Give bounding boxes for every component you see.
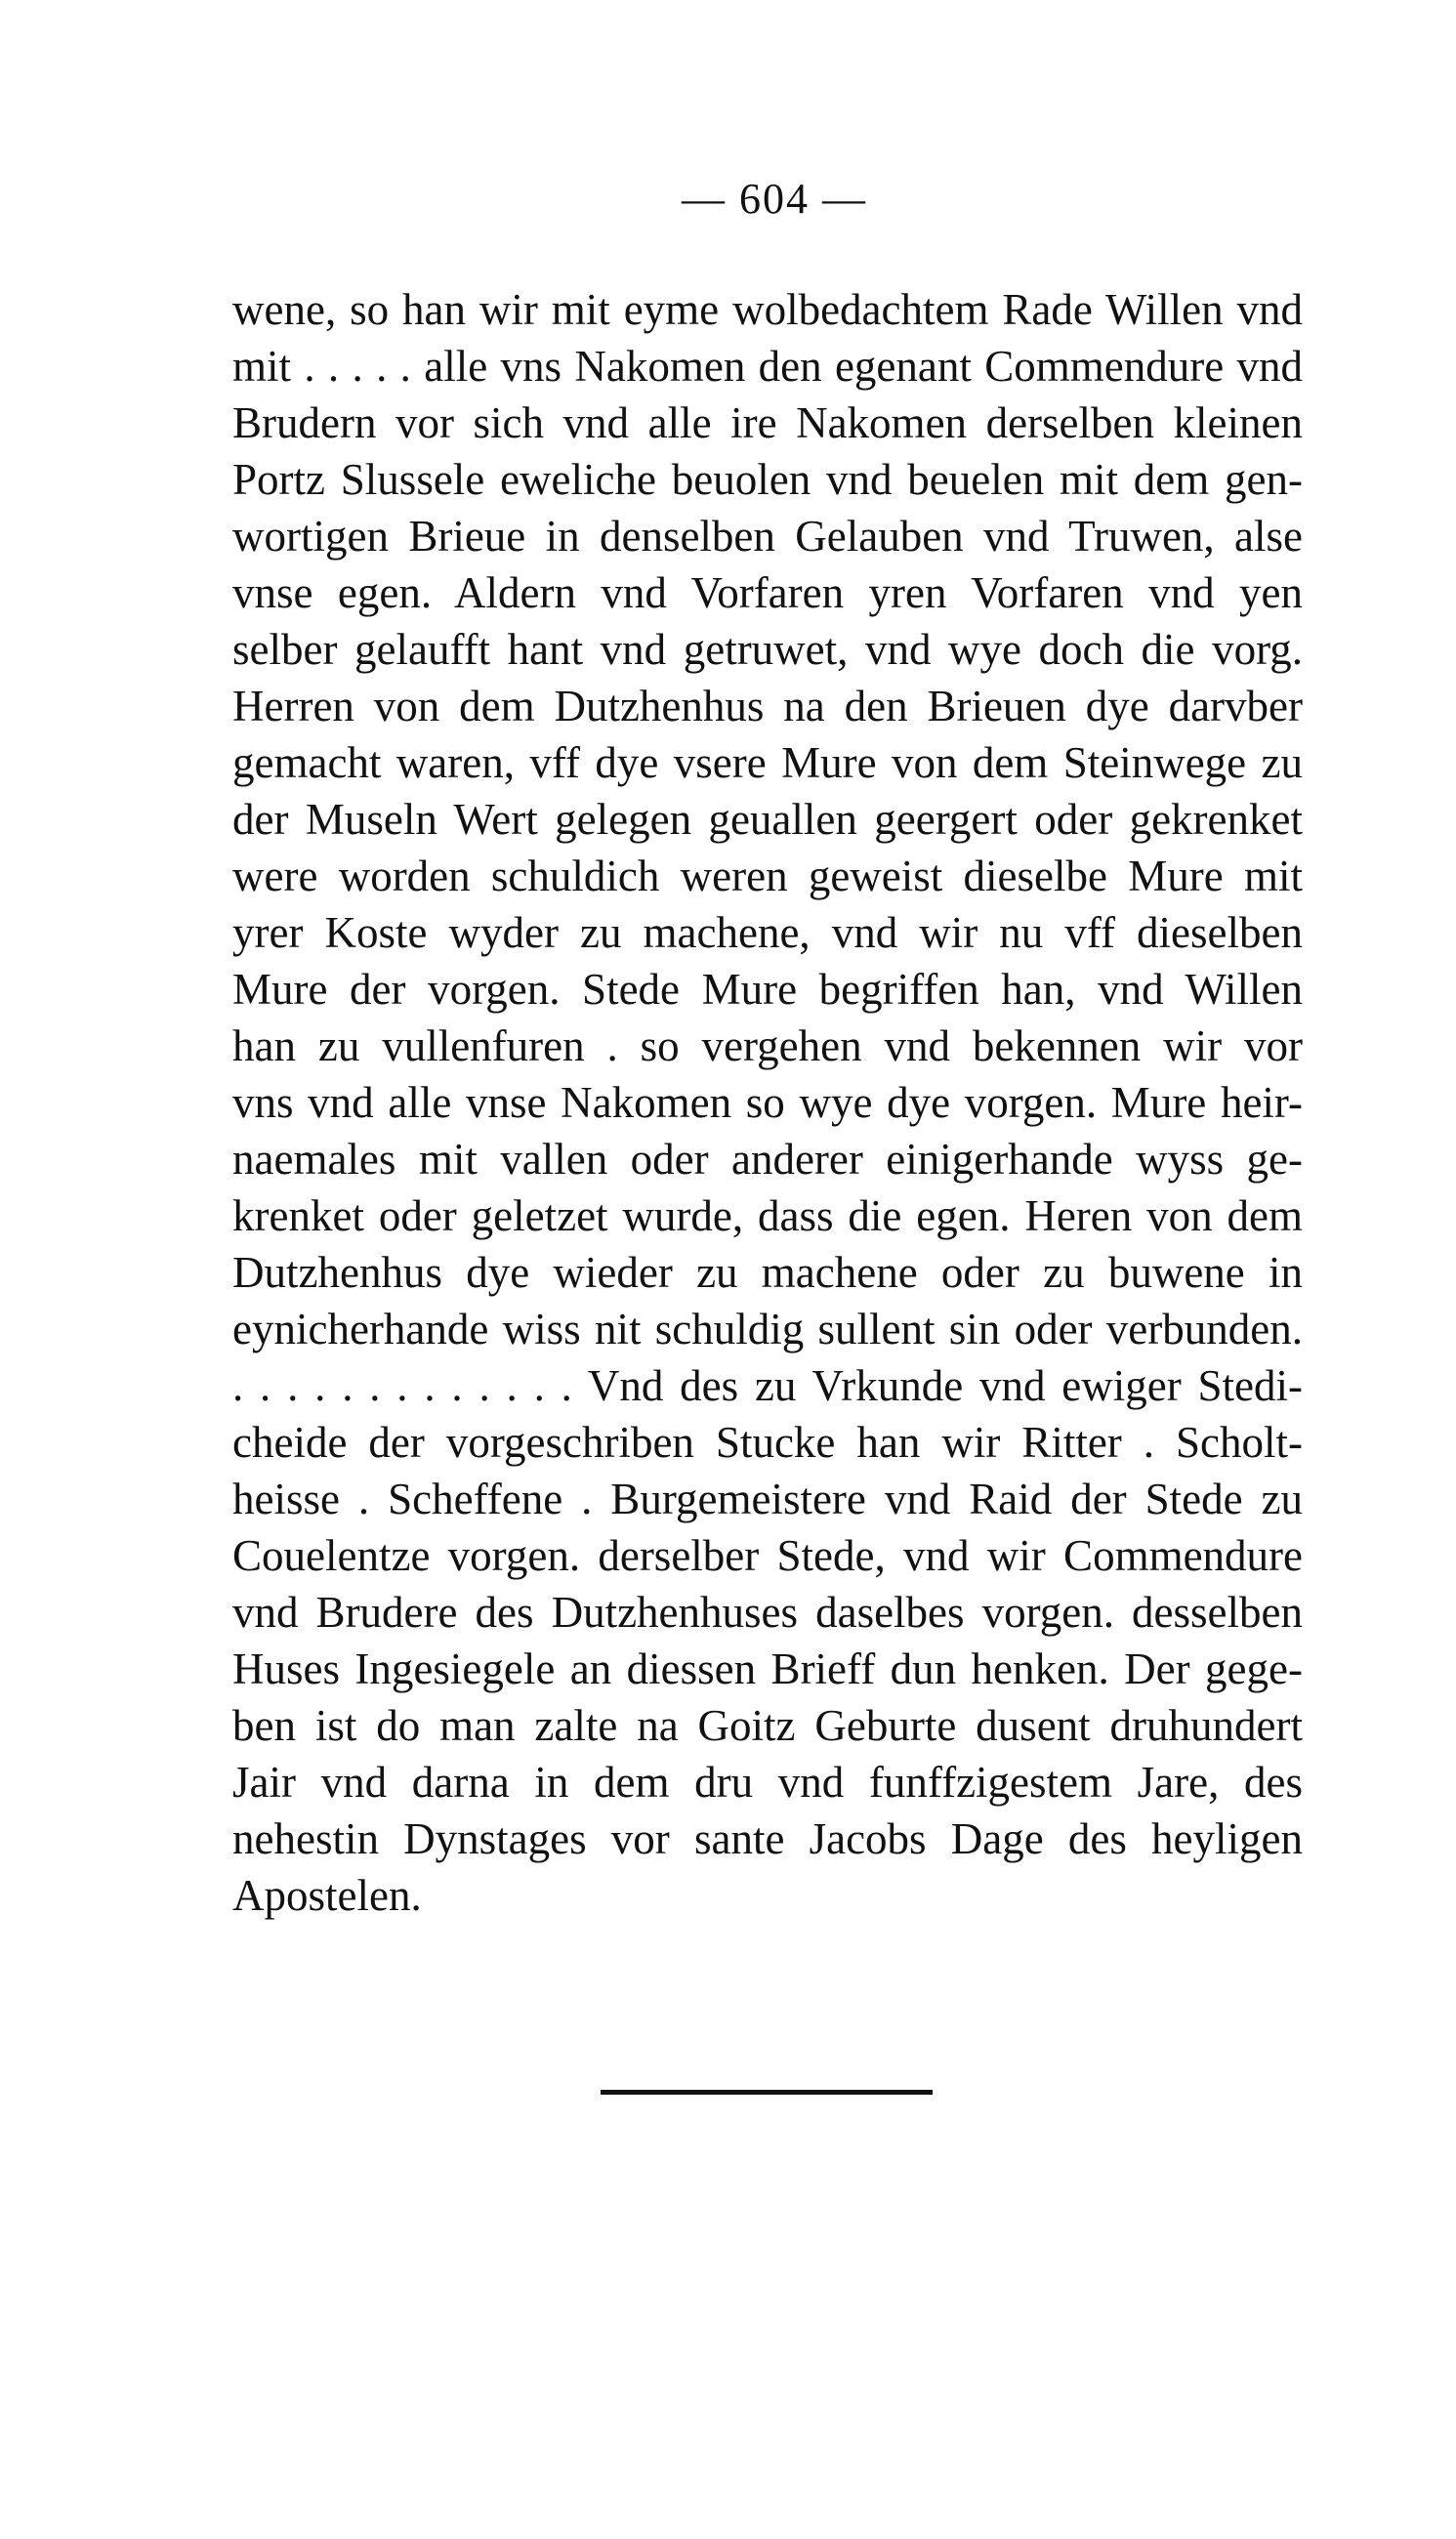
text-line: vnd Brudere des Dutzhenhuses daselbes vorgen. desselben xyxy=(232,1588,1303,1637)
text-line: Brudern vor sich vnd alle ire Nakomen derselben kleinen xyxy=(232,398,1303,447)
body-text xyxy=(232,281,1303,1924)
text-line: were worden schuldich weren geweist dieselbe Mure mit xyxy=(232,852,1303,900)
text-line: nehestin Dynstages vor sante Jacobs Dage des heyligen xyxy=(232,1814,1303,1863)
text-line: Portz Slussele eweliche beuolen vnd beuelen mit dem gen- xyxy=(232,455,1303,504)
text-line: vns vnd alle vnse Nakomen so wye dye vorgen. Mure heir- xyxy=(232,1078,1303,1127)
text-line: Dutzhenhus dye wieder zu machene oder zu buwene in xyxy=(232,1248,1303,1297)
text-line: Mure der vorgen. Stede Mure begriffen han, vnd Willen xyxy=(232,965,1303,1014)
text-line: Jair vnd darna in dem dru vnd funffzigestem Jare, des xyxy=(232,1758,1303,1807)
text-line: yrer Koste wyder zu machene, vnd wir nu vff dieselben xyxy=(232,908,1303,957)
text-line: Huses Ingesiegele an diessen Brieff dun henken. Der gege- xyxy=(232,1644,1303,1693)
text-line: Herren von dem Dutzhenhus na den Brieuen dye darvber xyxy=(232,682,1303,730)
text-line: . . . . . . . . . . . . . Vnd des zu Vrkunde vnd ewiger Stedi- xyxy=(232,1361,1303,1410)
text-line: der Museln Wert gelegen geuallen geergert oder gekrenket xyxy=(232,795,1303,844)
text-line: eynicherhande wiss nit schuldig sullent sin oder verbunden. xyxy=(232,1305,1303,1353)
text-line: vnse egen. Aldern vnd Vorfaren yren Vorfaren vnd yen xyxy=(232,568,1303,617)
page-number: — 604 — xyxy=(682,175,867,223)
text-line: Apostelen. xyxy=(232,1871,422,1920)
text-line: wene, so han wir mit eyme wolbedachtem Rade Willen vnd xyxy=(232,285,1303,334)
text-line: gemacht waren, vff dye vsere Mure von dem Steinwege zu xyxy=(232,738,1303,787)
text-line: han zu vullenfuren . so vergehen vnd bekennen wir vor xyxy=(232,1021,1303,1070)
end-rule xyxy=(601,2090,933,2095)
text-line: Couelentze vorgen. derselber Stede, vnd wir Commendure xyxy=(232,1531,1303,1580)
text-line: naemales mit vallen oder anderer einigerhande wyss ge- xyxy=(232,1135,1303,1184)
text-line: wortigen Brieue in denselben Gelauben vnd Truwen, alse xyxy=(232,512,1303,561)
text-line: selber gelaufft hant vnd getruwet, vnd wye doch die vorg. xyxy=(232,625,1303,674)
text-line: cheide der vorgeschriben Stucke han wir Ritter . Scholt- xyxy=(232,1418,1303,1467)
text-line: krenket oder geletzet wurde, dass die egen. Heren von dem xyxy=(232,1191,1303,1240)
text-line: heisse . Scheffene . Burgemeistere vnd Raid der Stede zu xyxy=(232,1475,1303,1523)
text-line: ben ist do man zalte na Goitz Geburte dusent druhundert xyxy=(232,1701,1303,1750)
text-line: mit . . . . . alle vns Nakomen den egenant Commendure vnd xyxy=(232,342,1303,391)
